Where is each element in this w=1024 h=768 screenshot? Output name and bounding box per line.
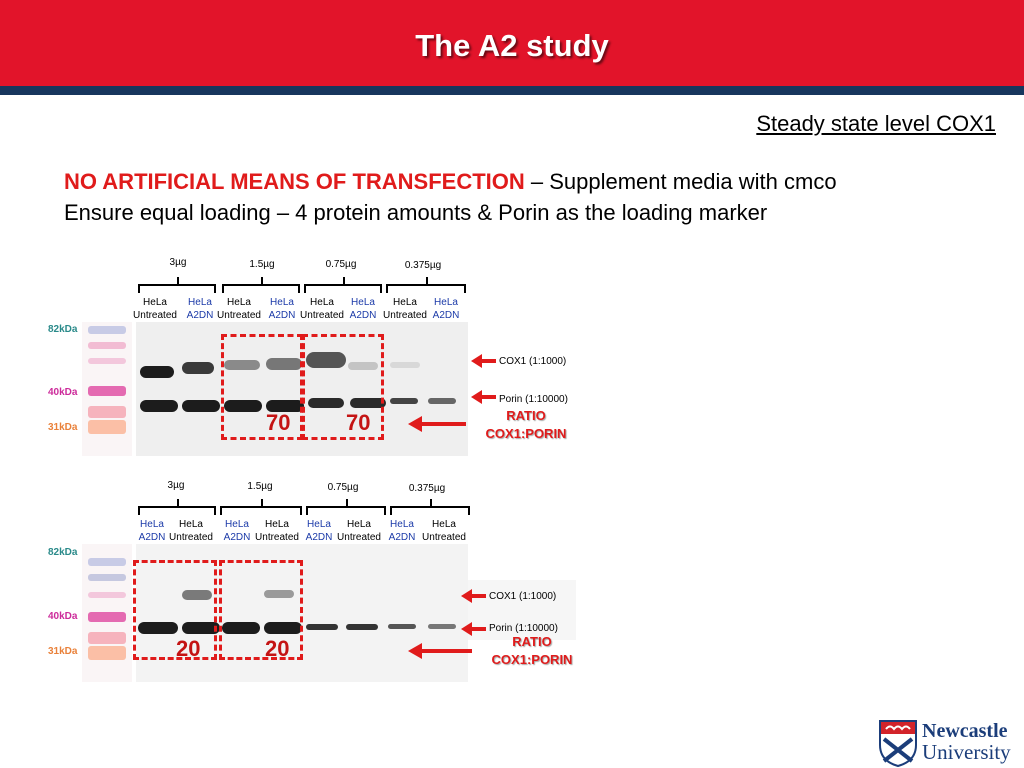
ladder-label-31kda: 31kDa xyxy=(48,422,78,433)
ratio-value: 20 xyxy=(265,636,290,661)
cox1-band xyxy=(390,362,420,368)
lane-label: HeLa A2DN xyxy=(268,297,296,321)
cox1-antibody-label: COX1 (1:1000) xyxy=(489,591,557,602)
amount-label: 0.375µg xyxy=(408,483,446,494)
porin-band xyxy=(428,398,456,404)
lane-label: HeLa Untreated xyxy=(133,297,177,321)
ladder-band xyxy=(88,558,126,566)
ladder-band xyxy=(88,612,126,622)
ratio-highlight-box xyxy=(302,334,384,440)
title-bar-rule xyxy=(0,86,1024,95)
ladder-band xyxy=(88,632,126,644)
ladder-band xyxy=(88,406,126,418)
lane-label: HeLa A2DN xyxy=(223,519,251,543)
porin-band xyxy=(306,624,338,630)
ladder-label-31kda: 31kDa xyxy=(48,646,78,657)
logo-line-1: Newcastle xyxy=(922,720,1008,742)
ladder-band xyxy=(88,646,126,660)
porin-band xyxy=(388,624,416,629)
lane-group-bracket xyxy=(386,284,466,293)
amount-label: 3µg xyxy=(167,480,185,491)
ladder-label-82kda: 82kDa xyxy=(48,547,78,558)
lane-label: HeLa Untreated xyxy=(217,297,261,321)
amount-label: 0.75µg xyxy=(325,259,357,270)
lane-label: HeLa Untreated xyxy=(337,519,381,543)
amount-label: 0.375µg xyxy=(404,260,442,271)
ratio-highlight-box xyxy=(219,560,303,660)
ratio-highlight-box xyxy=(133,560,217,660)
lane-group-bracket xyxy=(138,284,216,293)
newcastle-university-logo xyxy=(876,718,1024,768)
ratio-value: 20 xyxy=(176,636,201,661)
lane-label: HeLa A2DN xyxy=(349,297,377,321)
lane-label: HeLa A2DN xyxy=(186,297,214,321)
ladder-label-82kda: 82kDa xyxy=(48,324,78,335)
slide-body xyxy=(64,166,837,228)
body-emphasis: NO ARTIFICIAL MEANS OF TRANSFECTION xyxy=(64,169,525,194)
ratio-highlight-box xyxy=(221,334,303,440)
lane-label: HeLa Untreated xyxy=(383,297,427,321)
ladder-label-40kda: 40kDa xyxy=(48,611,78,622)
body-line-2: Ensure equal loading – 4 protein amounts & Porin as the loading marker xyxy=(64,200,768,225)
amount-label: 1.5µg xyxy=(247,481,273,492)
porin-antibody-label: Porin (1:10000) xyxy=(489,623,558,634)
ratio-value: 70 xyxy=(346,410,371,435)
university-crest-icon xyxy=(878,719,918,767)
cox1-band xyxy=(140,366,174,378)
lane-group-bracket xyxy=(138,506,216,515)
lane-label: HeLa A2DN xyxy=(138,519,166,543)
ratio-value: 70 xyxy=(266,410,291,435)
size-ladder-2 xyxy=(82,544,132,682)
ratio-label: RATIO COX1:PORIN xyxy=(485,408,567,441)
ladder-band xyxy=(88,574,126,581)
lane-label: HeLa Untreated xyxy=(255,519,299,543)
porin-band xyxy=(428,624,456,629)
cox1-arrow-icon xyxy=(470,594,486,598)
lane-label: HeLa Untreated xyxy=(422,519,466,543)
porin-band xyxy=(182,400,220,412)
amount-label: 3µg xyxy=(169,257,187,268)
slide-title: The A2 study xyxy=(415,28,609,63)
porin-arrow-icon xyxy=(480,395,496,399)
ladder-band xyxy=(88,342,126,349)
ratio-arrow-icon xyxy=(420,422,466,426)
lane-label: HeLa A2DN xyxy=(388,519,416,543)
porin-arrow-icon xyxy=(470,627,486,631)
lane-label: HeLa Untreated xyxy=(300,297,344,321)
lane-group-bracket xyxy=(304,284,382,293)
body-line-1-rest: – Supplement media with cmco xyxy=(524,169,837,194)
ladder-band xyxy=(88,326,126,334)
porin-antibody-label: Porin (1:10000) xyxy=(499,394,568,405)
ladder-band xyxy=(88,386,126,396)
lane-group-bracket xyxy=(306,506,386,515)
ladder-band xyxy=(88,592,126,598)
porin-band xyxy=(390,398,418,404)
body-line-1 xyxy=(64,166,837,197)
lane-group-bracket xyxy=(220,506,302,515)
lane-label: HeLa Untreated xyxy=(169,519,213,543)
cox1-arrow-icon xyxy=(480,359,496,363)
lane-label: HeLa A2DN xyxy=(305,519,333,543)
slide-subtitle: Steady state level COX1 xyxy=(756,111,996,136)
ratio-arrow-icon xyxy=(420,649,472,653)
amount-label: 1.5µg xyxy=(249,259,275,270)
amount-label: 0.75µg xyxy=(327,482,359,493)
lane-group-bracket xyxy=(222,284,300,293)
lane-label: HeLa A2DN xyxy=(432,297,460,321)
cox1-band xyxy=(182,362,214,374)
ladder-band xyxy=(88,420,126,434)
porin-band xyxy=(140,400,178,412)
ladder-band xyxy=(88,358,126,364)
lane-group-bracket xyxy=(390,506,470,515)
ratio-label: RATIO COX1:PORIN xyxy=(491,634,573,667)
size-ladder-1 xyxy=(82,322,132,456)
ladder-label-40kda: 40kDa xyxy=(48,387,78,398)
cox1-antibody-label: COX1 (1:1000) xyxy=(499,356,567,367)
porin-band xyxy=(346,624,378,630)
logo-line-2: University xyxy=(922,740,1011,764)
